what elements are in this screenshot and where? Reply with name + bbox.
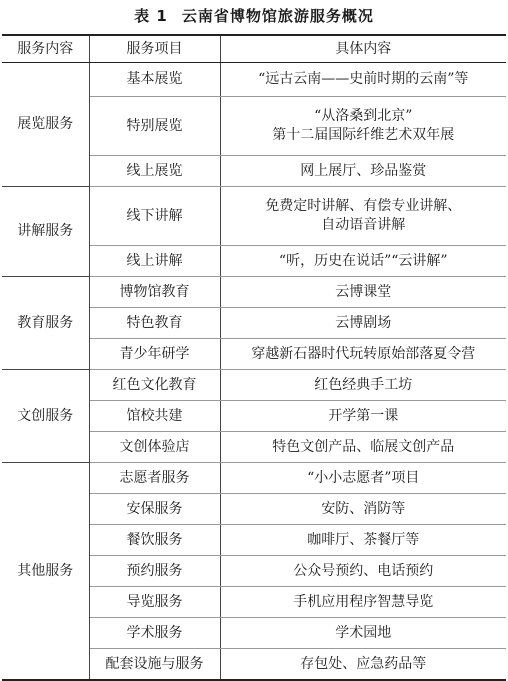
services-table (2, 34, 506, 681)
content-cell (220, 339, 506, 370)
content-cell (220, 432, 506, 463)
content-line: 咖啡厅、茶餐厅等 (307, 531, 420, 548)
item-cell: 青少年研学 (89, 339, 220, 370)
header-row (2, 35, 506, 63)
table-row (2, 463, 506, 494)
content-line: 云博课堂 (335, 283, 392, 300)
header-item: 服务项目 (89, 35, 220, 63)
category-cell: 展览服务 (2, 63, 89, 187)
content-line: 安防、消防等 (321, 500, 406, 517)
item-cell: 安保服务 (89, 494, 220, 525)
table-row (2, 277, 506, 308)
item-cell: 预约服务 (89, 556, 220, 587)
item-cell: 馆校共建 (89, 401, 220, 432)
category-cell: 文创服务 (2, 370, 89, 463)
category-cell: 其他服务 (2, 463, 89, 681)
category-cell: 教育服务 (2, 277, 89, 370)
content-cell (220, 277, 506, 308)
item-cell: 导览服务 (89, 587, 220, 618)
content-line: “听，历史在说话”“云讲解” (278, 252, 448, 269)
table-row (2, 187, 506, 246)
category-cell: 讲解服务 (2, 187, 89, 277)
content-cell (220, 187, 506, 246)
content-cell (220, 401, 506, 432)
content-cell (220, 463, 506, 494)
content-cell (220, 370, 506, 401)
item-cell: 基本展览 (89, 63, 220, 97)
content-cell (220, 494, 506, 525)
header-content: 具体内容 (220, 35, 506, 63)
table-body (2, 63, 506, 681)
content-cell (220, 525, 506, 556)
table-caption (0, 0, 508, 30)
content-line: 网上展厅、珍品鉴赏 (300, 162, 427, 179)
item-cell: 文创体验店 (89, 432, 220, 463)
content-line: 学术园地 (335, 624, 392, 641)
content-line: 公众号预约、电话预约 (293, 562, 434, 579)
content-line: 特色文创产品、临展文创产品 (272, 438, 455, 455)
content-line: “从洛桑到北京” (314, 108, 413, 124)
content-cell (220, 649, 506, 681)
content-cell (220, 556, 506, 587)
content-line: 开学第一课 (328, 407, 399, 424)
content-cell (220, 246, 506, 277)
content-line: 穿越新石器时代玩转原始部落夏令营 (251, 345, 476, 362)
item-cell: 线上讲解 (89, 246, 220, 277)
table-row (2, 63, 506, 97)
header-category: 服务内容 (2, 35, 89, 63)
table-number: 表 1 (134, 6, 168, 25)
content-cell (220, 156, 506, 187)
content-line: 红色经典手工坊 (314, 376, 413, 393)
content-line: 免费定时讲解、有偿专业讲解、 (265, 198, 462, 214)
content-cell (220, 308, 506, 339)
item-cell: 特别展览 (89, 97, 220, 156)
item-cell: 博物馆教育 (89, 277, 220, 308)
item-cell: 学术服务 (89, 618, 220, 649)
content-line: 手机应用程序智慧导览 (293, 593, 434, 610)
table-row (2, 370, 506, 401)
content-cell (220, 63, 506, 97)
content-line: 第十二届国际纤维艺术双年展 (272, 127, 455, 143)
item-cell: 线下讲解 (89, 187, 220, 246)
content-cell (220, 618, 506, 649)
table-title: 云南省博物馆旅游服务概况 (181, 6, 374, 25)
item-cell: 餐饮服务 (89, 525, 220, 556)
content-line: “小小志愿者”项目 (307, 469, 420, 486)
item-cell: 线上展览 (89, 156, 220, 187)
item-cell: 红色文化教育 (89, 370, 220, 401)
content-cell (220, 587, 506, 618)
item-cell: 配套设施与服务 (89, 649, 220, 681)
item-cell: 特色教育 (89, 308, 220, 339)
content-line: “远古云南——史前时期的云南”等 (258, 71, 469, 87)
content-cell (220, 97, 506, 156)
item-cell: 志愿者服务 (89, 463, 220, 494)
content-line: 存包处、应急药品等 (300, 655, 427, 672)
content-line: 云博剧场 (335, 314, 392, 331)
content-line: 自动语音讲解 (321, 217, 406, 233)
